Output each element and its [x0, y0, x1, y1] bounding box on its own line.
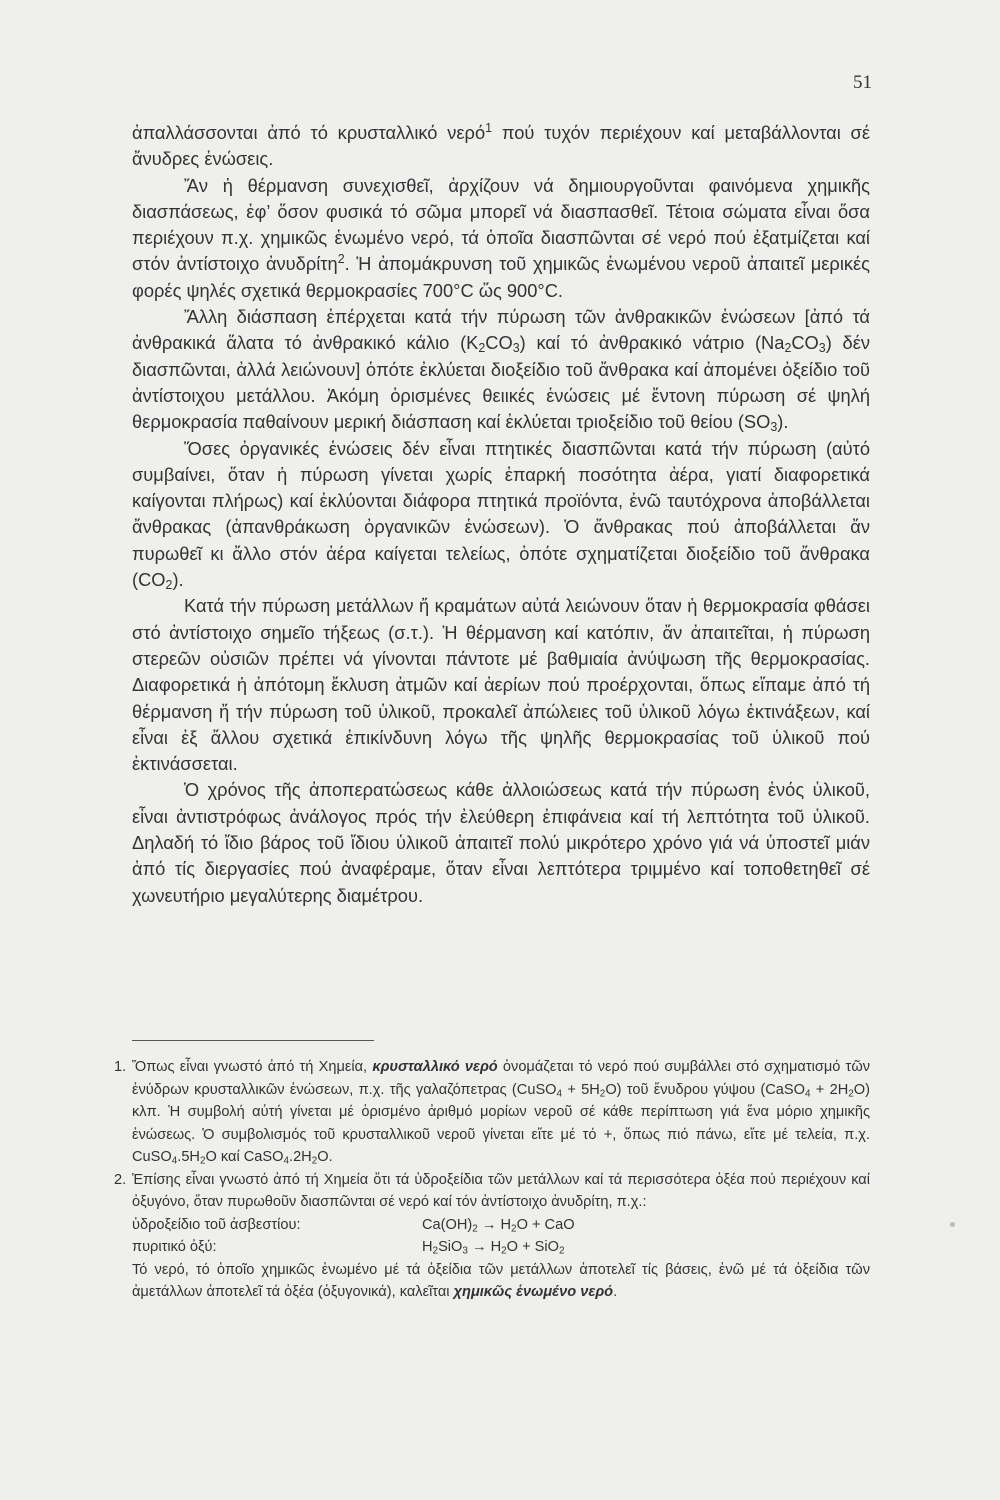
footnote-2-intro: Ἐπίσης εἶναι γνωστό ἀπό τή Χημεία ὅτι τά ὑδροξείδια τῶν μετάλλων καί τά περισσότερα ὀξέα πού περιέχουν καί ὀξυγόνο, ὅταν πυρωθοῦν διασπῶνται σέ νερό καί τόν ἀντίστοιχο ἀνυδρίτη, π.χ.:: [132, 1171, 870, 1210]
formula-row-calcium-hydroxide: [132, 1214, 870, 1237]
page-number: 51: [853, 72, 872, 93]
footnote-2: [114, 1169, 870, 1304]
formula-row-silicic-acid: [132, 1236, 870, 1259]
footnote-2-number: 2.: [114, 1171, 127, 1188]
main-text: [132, 120, 870, 909]
footnote-1: [114, 1056, 871, 1169]
formula-label: πυριτικό ὀξύ:: [132, 1239, 217, 1255]
paragraph-6: Ὁ χρόνος τῆς ἀποπερατώσεως κάθε ἀλλοιώσεως κατά τήν πύρωση ἑνός ὑλικοῦ, εἶναι ἀντιστρόφως ἀνάλογος πρός τήν ἐλεύθερη ἐπιφάνεια καί τή λεπτότητα τοῦ ὑλικοῦ. Δηλαδή τό ἴδιο βάρος τοῦ ἴδιου ὑλικοῦ ἀπαιτεῖ πολύ μικρότερο χρόνο γιά νά ὑποστεῖ μιάν ἀπό τίς διεργασίες πού ἀναφέραμε, ὅταν εἶναι λεπτότερα τριμμένο καί τοποθετηθεῖ σέ χωνευτήριο μεγαλύτερης διαμέτρου.: [132, 779, 870, 906]
footnote-1-number: 1.: [114, 1059, 127, 1075]
formula-equation: $Ca(OH)_2 \to H_2O$ + CaO: [422, 1216, 575, 1234]
footnotes: [114, 1056, 871, 1304]
paragraph-4: Ὅσες ὀργανικές ἑνώσεις δέν εἶναι πτητικές διασπῶνται κατά τήν πύρωση (αὐτό συμβαίνει, ὅταν ἡ πύρωση γίνεται χωρίς ἐπαρκή ποσότητα ἀέρα, γιατί διαφορετικά καίγονται πλήρως) καί ἐκλύονται διάφορα πτητικά προϊόντα, ἐνῶ ταυτόχρονα ἀποβάλλεται ἄνθρακας (ἀπανθράκωση ὀργανικῶν ἑνώσεων). Ὁ ἄνθρακας πού ἀποβάλλεται ἄν πυρωθεῖ κι ἄλλο στόν ἀέρα καίγεται τελείως, ὁπότε σχηματίζεται διοξείδιο τοῦ ἄνθρακα $(CO_2)$.: [132, 437, 870, 593]
paragraph-5: Κατά τήν πύρωση μετάλλων ἤ κραμάτων αὐτά λειώνουν ὅταν ἡ θερμοκρασία φθάσει στό ἀντίστοιχο σημεῖο τήξεως (σ.τ.). Ἡ θέρμανση καί κατόπιν, ἄν ἀπαιτεῖται, ἡ πύρωση στερεῶν οὐσιῶν πρέπει νά γίνονται πάντοτε μέ βαθμιαία ἀνύψωση τῆς θερμοκρασίας. Διαφορετικά ἡ ἀπότομη ἔκλυση ἀτμῶν καί ἀερίων πού προέρχονται, ὅπως εἴπαμε ἀπό τή θέρμανση ἤ τήν πύρωση τοῦ ὑλικοῦ, προκαλεῖ ἀπώλειες τοῦ ὑλικοῦ λόγω ἐκτινάξεων, καί εἶναι ἐξ ἄλλου σχετικά ἐπικίνδυνη λόγω τῆς ψηλῆς θερμοκρασίας τοῦ ὑλικοῦ πού ἐκτινάσσεται.: [132, 595, 870, 775]
paragraph-3: Ἄλλη διάσπαση ἐπέρχεται κατά τήν πύρωση τῶν ἀνθρακικῶν ἑνώσεων [ἀπό τά ἀνθρακικά ἅλατα τό ἀνθρακικό κάλιο $(K_2CO_3)$ καί τό ἀνθρακικό νάτριο $(Na_2CO_3)$ δέν διασπῶνται, ἀλλά λειώνουν] ὁπότε ἐκλύεται διοξείδιο τοῦ ἄνθρακα καί ἀπομένει ὀξείδιο τοῦ ἀντίστοιχου μετάλλου. Ἀκόμη ὁρισμένες θειικές ἑνώσεις μέ ἔντονη πύρωση σέ ψηλή θερμοκρασία παθαίνουν μερική διάσπαση καί ἐκλύεται τριοξείδιο τοῦ θείου $(SO_3)$.: [132, 306, 870, 435]
footnote-divider: [132, 1040, 374, 1041]
footnote-1-text: Ὅπως εἶναι γνωστό ἀπό τή Χημεία, κρυσταλλικό νερό ὀνομάζεται τό νερό πού συμβάλλει στό σχηματισμό τῶν ἐνύδρων κρυσταλλικῶν ἑνώσεων, π.χ. τῆς γαλαζόπετρας (CuSO$_4$ + $5H_2O$) τοῦ ἔνυδρου γύψου (CaSO$_4$ + $2H_2O$) κλπ. Ἡ συμβολή αὐτή γίνεται μέ ὁρισμένο ἀριθμό μορίων νεροῦ σέ κάθε περίπτωση γιά ἕνα μόριο χημικῆς ἑνώσεως. Ὁ συμβολισμός τοῦ κρυσταλλικοῦ νεροῦ γίνεται εἴτε μέ τό +, ὅπως πιό πάνω, εἴτε μέ τελεία, π.χ. $CuSO_4.5H_2O$ καί $CaSO_4.2H_2O$.: [132, 1059, 871, 1167]
scan-speck: [950, 1222, 955, 1227]
footnote-2-outro: Τό νερό, τό ὁποῖο χημικῶς ἑνωμένο μέ τά ὀξείδια τῶν μετάλλων ἀποτελεῖ τίς βάσεις, ἐνῶ μέ τά ὀξείδια τῶν ἀμετάλλων ἀποτελεῖ τά ὀξέα (ὀξυγονικά), καλεῖται χημικῶς ἑνωμένο νερό.: [132, 1261, 870, 1300]
paragraph-2: Ἄν ἡ θέρμανση συνεχισθεῖ, ἀρχίζουν νά δημιουργοῦνται φαινόμενα χημικῆς διασπάσεως, ἐφ’ ὅσον φυσικά τό σῶμα μπορεῖ νά διασπασθεῖ. Τέτοια σώματα εἶναι ὅσα περιέχουν π.χ. χημικῶς ἑνωμένο νερό, τά ὁποῖα διασπῶνται σέ νερό πού ἐξατμίζεται καί στόν ἀντίστοιχο ἀνυδρίτη$^2$. Ἡ ἀπομάκρυνση τοῦ χημικῶς ἑνωμένου νεροῦ ἀπαιτεῖ μερικές φορές ψηλές σχετικά θερμοκρασίες 700°C ὥς 900°C.: [132, 174, 870, 301]
paragraph-1: ἀπαλλάσσονται ἀπό τό κρυσταλλικό νερό$^1$ πού τυχόν περιέχουν καί μεταβάλλονται σέ ἄνυδρες ἑνώσεις.: [132, 121, 870, 170]
formula-equation: $H_2SiO_3 \to H_2O + SiO_2$: [422, 1239, 565, 1257]
formula-label: ὑδροξείδιο τοῦ ἀσβεστίου:: [132, 1216, 301, 1233]
